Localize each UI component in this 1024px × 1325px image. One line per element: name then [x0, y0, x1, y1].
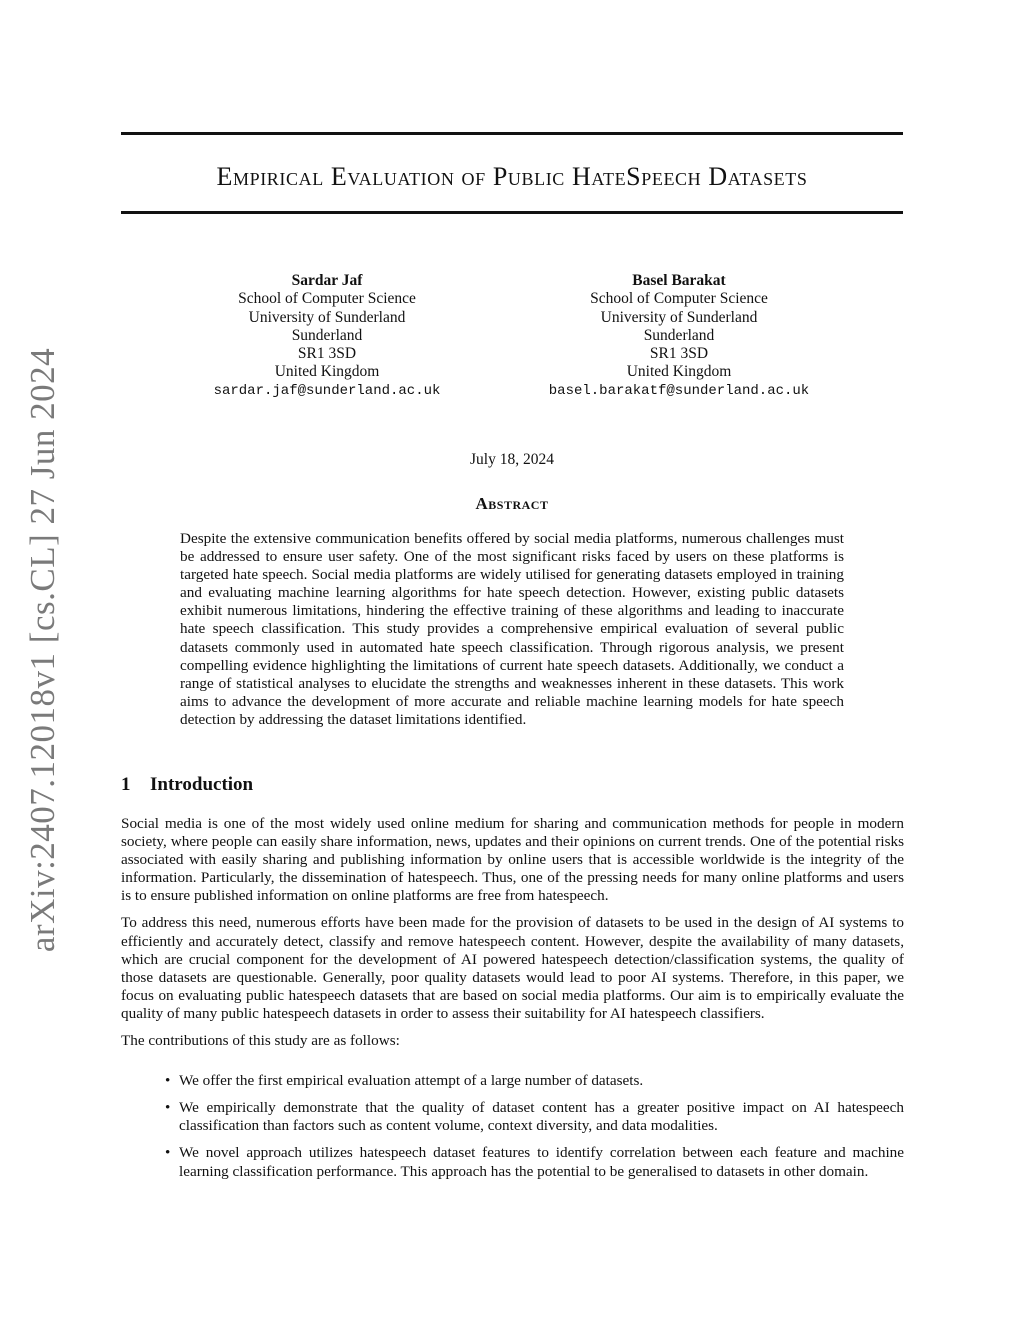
intro-paragraph-1: Social media is one of the most widely used online medium for sharing and communication methods for people in modern society, where people can easily share information, news, updates and their opinions on current trends. One of the potential risks associated with easily sharing and publishing information by online users that is accessible worldwide is the integrity of the information. Particularly, the dissemination of hatespeech. Thus, one of the pressing needs for many online platforms and users is to ensure published information on online platforms are free from hatespeech. — [121, 815, 904, 905]
author-city: Sunderland — [291, 326, 363, 344]
author-postcode: SR1 3SD — [649, 345, 709, 363]
author-name: Sardar Jaf — [291, 272, 363, 289]
contribution-text: We offer the first empirical evaluation attempt of a large number of datasets. — [179, 1072, 644, 1090]
contribution-item — [165, 1144, 904, 1180]
bullet-glyph: • — [165, 1099, 171, 1117]
section-heading-introduction — [121, 774, 253, 796]
contribution-item — [165, 1099, 904, 1135]
author-email: basel.barakatf@sunderland.ac.uk — [548, 382, 810, 399]
author-country: United Kingdom — [274, 363, 380, 381]
author-country: United Kingdom — [626, 363, 732, 381]
bullet-glyph: • — [165, 1144, 171, 1162]
author-department: School of Computer Science — [238, 290, 416, 308]
author-department: School of Computer Science — [590, 290, 768, 308]
author-email: sardar.jaf@sunderland.ac.uk — [213, 382, 441, 399]
author-university: University of Sunderland — [600, 308, 758, 326]
contribution-text: We novel approach utilizes hatespeech dataset features to identify correlation between each feature and machine learning classification performance. This approach has the potential to be generalised to datasets in other domain. — [179, 1144, 904, 1180]
intro-paragraph-2: To address this need, numerous efforts have been made for the provision of datasets to be used in the design of AI systems to efficiently and accurately detect, classify and remove hatespeech content. However, despite the availability of many datasets, which are crucial component for the development of AI powered hatespeech detection/classification systems, the quality of those datasets are questionable. Generally, poor quality datasets would lead to poor AI systems. Therefore, in this paper, we focus on evaluating public hatespeech datasets that are based on social media platforms. Our aim is to empirically evaluate the quality of many public hatespeech datasets in order to assess their suitability for AI hatespeech classifiers. — [121, 914, 904, 1022]
introduction-body — [121, 815, 904, 1190]
title-rule-top — [121, 132, 903, 135]
arxiv-identifier-stamp — [13, 347, 73, 953]
section-title: Introduction — [150, 774, 254, 795]
author-block-1 — [147, 272, 507, 400]
author-city: Sunderland — [643, 326, 715, 344]
author-university: University of Sunderland — [248, 308, 406, 326]
contribution-text: We empirically demonstrate that the quality of dataset content has a greater positive impact on AI hatespeech classification than factors such as content volume, context diversity, and data modalities. — [179, 1099, 904, 1135]
author-name: Basel Barakat — [632, 272, 726, 289]
abstract-text: Despite the extensive communication benefits offered by social media platforms, numerous challenges must be addressed to ensure user safety. One of the most significant risks faced by users on these platforms is targeted hate speech. Social media platforms are widely utilised for generating datasets employed in training and evaluating machine learning algorithms for hate speech detection. However, existing public datasets exhibit numerous limitations, hindering the effective training of these algorithms and leading to inaccurate hate speech classification. This study provides a comprehensive empirical evaluation of several public datasets commonly used in automated hate speech classification. Through rigorous analysis, we present compelling evidence highlighting the limitations of current hate speech datasets. Additionally, we conduct a range of statistical analyses to elucidate the strengths and weaknesses inherent in these datasets. This work aims to advance the development of more accurate and reliable machine learning models for hate speech detection by addressing the dataset limitations identified. — [180, 530, 844, 728]
section-number: 1 — [121, 774, 131, 795]
publication-date: July 18, 2024 — [470, 451, 554, 468]
arxiv-identifier-text: arXiv:2407.12018v1 [cs.CL] 27 Jun 2024 — [23, 347, 63, 953]
bullet-glyph: • — [165, 1072, 171, 1090]
contributions-list — [121, 1072, 904, 1180]
author-postcode: SR1 3SD — [297, 345, 357, 363]
contribution-item — [165, 1072, 904, 1090]
abstract-heading: Abstract — [475, 494, 549, 513]
author-block-2 — [499, 272, 859, 400]
title-rule-bottom — [121, 211, 903, 214]
intro-paragraph-3: The contributions of this study are as follows: — [121, 1032, 400, 1050]
paper-title: Empirical Evaluation of Public HateSpeech Datasets — [216, 162, 808, 191]
